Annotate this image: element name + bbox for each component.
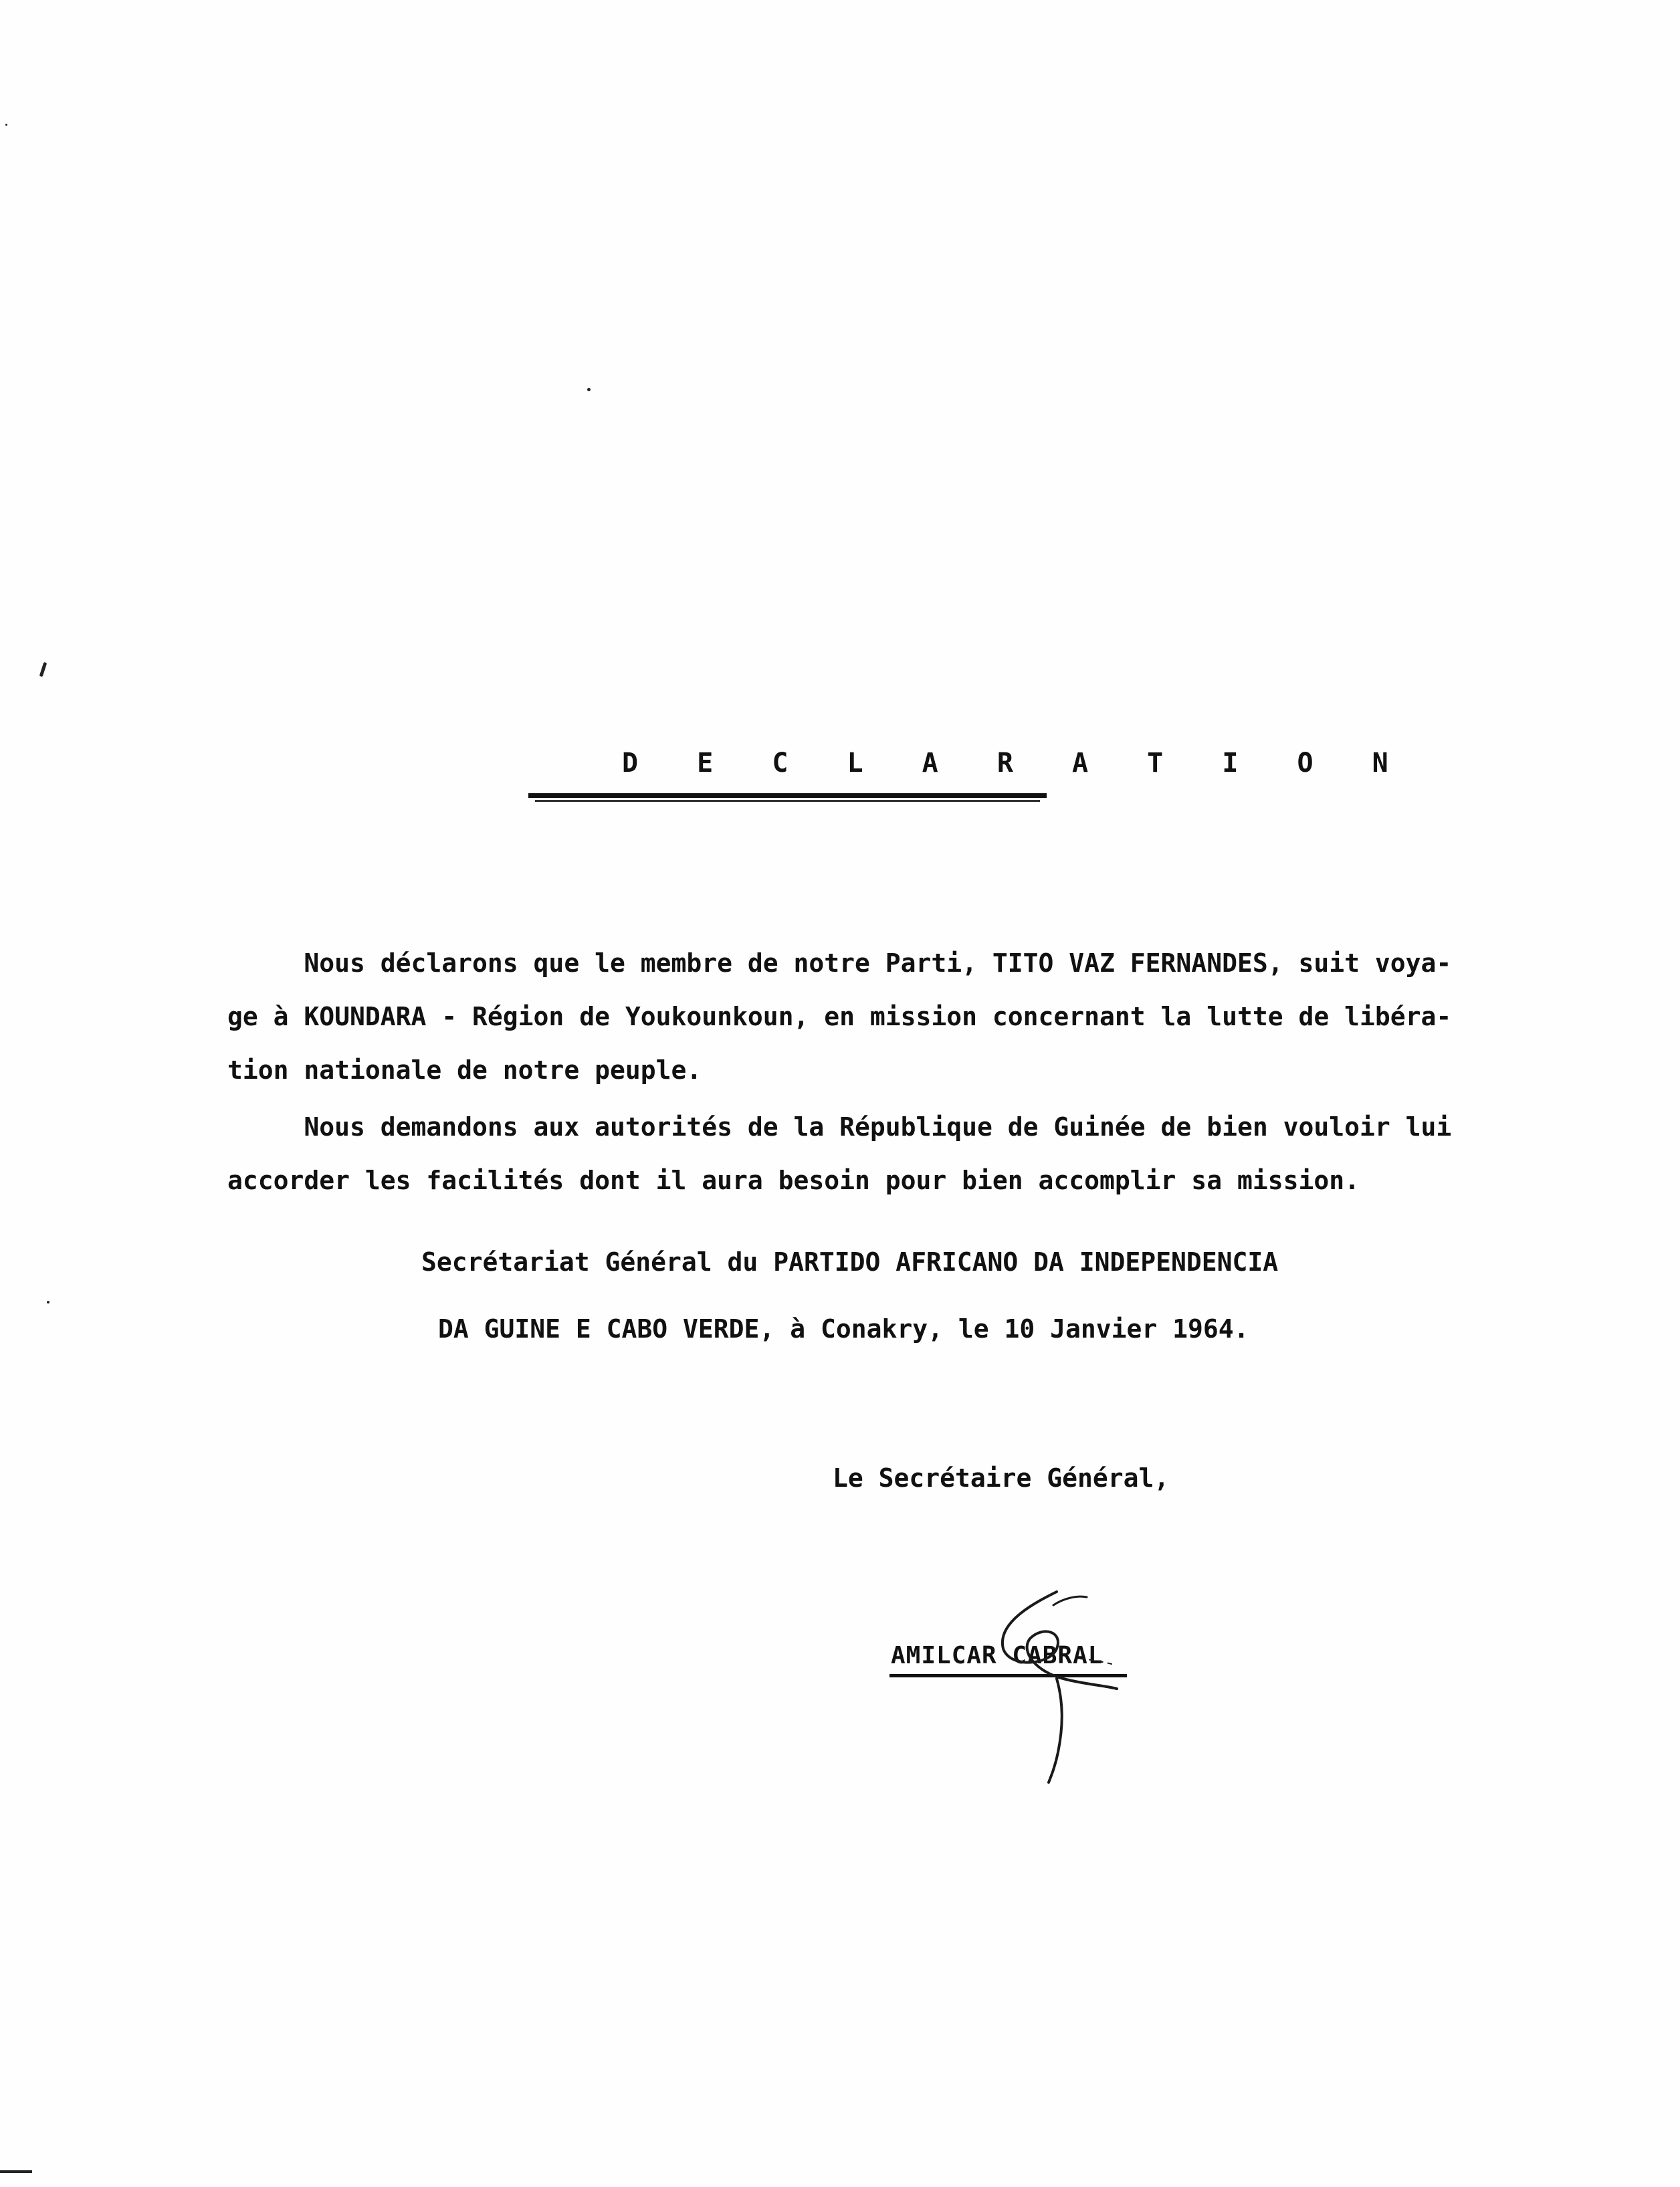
scan-speck <box>47 1301 49 1304</box>
document-title: D E C L A R A T I O N <box>622 748 1410 778</box>
paragraph-line: ge à KOUNDARA - Région de Youkounkoun, en mission concernant la lutte de libéra- <box>227 1002 1452 1031</box>
paragraph-line: Nous demandons aux autorités de la République de Guinée de bien vouloir lui <box>227 1112 1452 1142</box>
paragraph-line: Nous déclarons que le membre de notre Parti, TITO VAZ FERNANDES, suit voya- <box>227 948 1452 978</box>
issuer-date-line: DA GUINE E CABO VERDE, à Conakry, le 10 Janvier 1964. <box>438 1314 1249 1344</box>
scan-speck <box>39 662 47 677</box>
declaration-paragraph <box>227 936 1538 1097</box>
scan-speck <box>587 388 591 391</box>
scan-edge-mark <box>0 2170 32 2173</box>
title-underline-secondary <box>535 800 1040 802</box>
issuer-line: Secrétariat Général du PARTIDO AFRICANO DA INDEPENDENCIA <box>421 1247 1279 1277</box>
paragraph-line: accorder les facilités dont il aura besoin pour bien accomplir sa mission. <box>227 1166 1360 1195</box>
handwritten-signature <box>963 1585 1137 1786</box>
scan-speck <box>5 124 7 126</box>
paragraph-line: tion nationale de notre peuple. <box>227 1055 702 1085</box>
signatory-name: AMILCAR CABRAL <box>891 1642 1104 1669</box>
request-paragraph <box>227 1100 1538 1207</box>
closing-title: Le Secrétaire Général, <box>833 1463 1170 1493</box>
title-underline <box>528 793 1047 798</box>
